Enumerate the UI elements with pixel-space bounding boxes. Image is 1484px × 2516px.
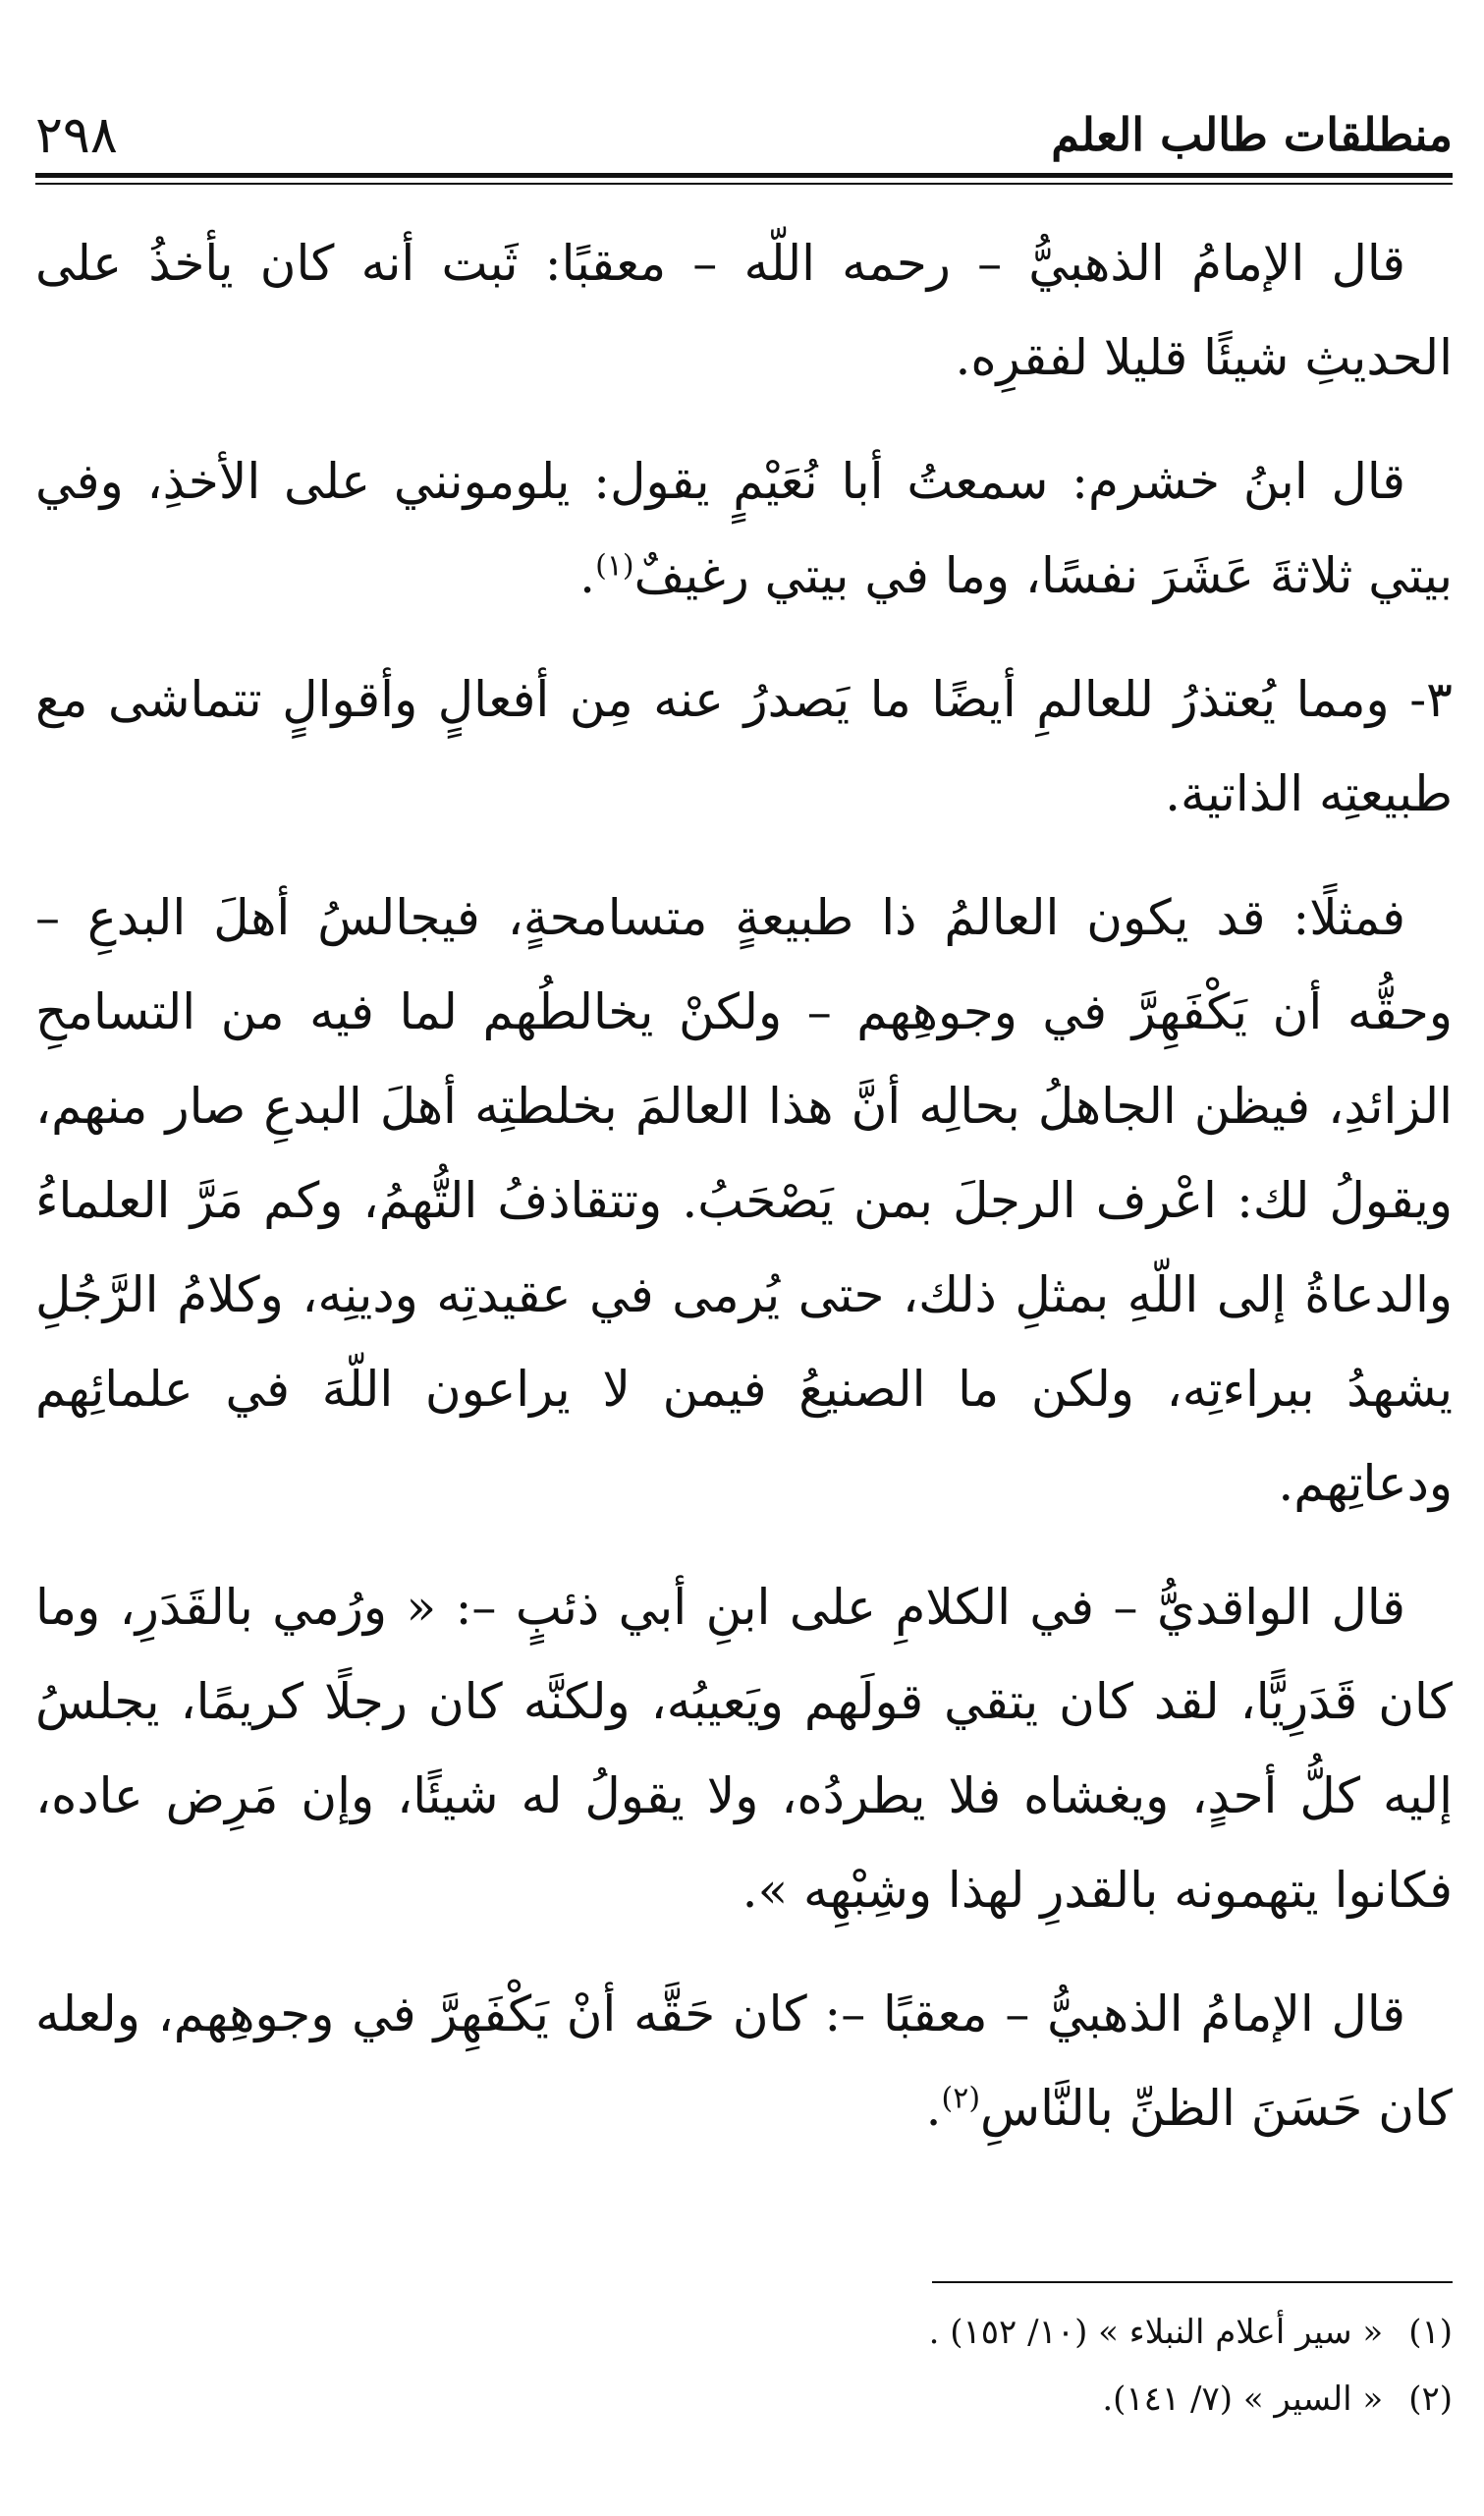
footnote-1 [35,2299,1453,2366]
main-text [35,216,1453,2185]
header-rule-thin [35,183,1453,185]
paragraph-4: فمثلًا: قد يكون العالمُ ذا طبيعةٍ متسامحةٍ، فيجالسُ أهلَ البدعِ – وحقُّه أن يَكْفَهِرَّ في وجوهِهم – ولكنْ يخالطُهم لما فيه من التسامحِ الزائدِ، فيظن الجاهلُ بحالِه أنَّ هذا العالمَ بخلطتِه أهلَ البدعِ صار منهم، ويقولُ لك: اعْرف الرجلَ بمن يَصْحَبُ. وتتقاذفُ التُّهمُ، وكم مَرَّ العلماءُ والدعاةُ إلى اللّهِ بمثلِ ذلك، حتى يُرمى في عقيدتِه ودينِه، وكلامُ الرَّجُلِ يشهدُ ببراءتِه، ولكن ما الصنيعُ فيمن لا يراعون اللّهَ في علمائِهم ودعاتِهم. [35,889,1453,1512]
footnote-text: « سير أعلام النبلاء » (١٠/ ١٥٢) . [928,2313,1384,2352]
paragraph-3: ٣- ومما يُعتذرُ للعالمِ أيضًا ما يَصدرُ عنه مِن أفعالٍ وأقوالٍ تتماشى مع طبيعتِه الذاتية. [35,671,1453,822]
page-number: ٢٩٨ [35,106,118,165]
footnote-text: « السير » (٧/ ١٤١). [1102,2379,1384,2419]
running-title: منطلقات طالب العلم [1051,108,1453,161]
page-header [35,63,1453,171]
footnotes [35,2299,1453,2432]
footnote-marker-2: (٢) [941,2081,981,2116]
paragraph-1: قال الإمامُ الذهبيُّ – رحمه اللّه – معقبًا: ثَبت أنه كان يأخذُ على الحديثِ شيئًا قليلا لفقرِه. [35,235,1453,386]
header-double-rule [35,173,1453,187]
footnote-marker-1: (١) [595,548,634,584]
footnote-number: (٢) [1408,2379,1453,2419]
header-rule-thick [35,173,1453,178]
paragraph-2: قال ابنُ خشرم: سمعتُ أبا نُعَيْمٍ يقول: يلومونني على الأخذِ، وفي بيتي ثلاثةَ عَشَرَ نفسًا، وما في بيتي رغيفٌ$^{(١)}$. [35,453,1453,604]
footnote-2 [35,2366,1453,2432]
footnote-separator [932,2281,1453,2283]
footnote-number: (١) [1408,2313,1453,2352]
paragraph-6: قال الإمامُ الذهبيُّ – معقبًا –: كان حَقَّه أنْ يَكْفَهِرَّ في وجوهِهم، ولعله كان حَسَنَ الظنِّ بالنَّاسِ$^{(٢)}$. [35,1985,1453,2137]
paragraph-5: قال الواقديُّ – في الكلامِ على ابنِ أبي ذئبٍ –: « ورُمي بالقَدَرِ، وما كان قَدَرِيًّا، لقد كان يتقي قولَهم ويَعيبُه، ولكنَّه كان رجلًا كريمًا، يجلسُ إليه كلُّ أحدٍ، ويغشاه فلا يطردُه، ولا يقولُ له شيئًا، وإن مَرِض عاده، فكانوا يتهمونه بالقدرِ لهذا وشِبْهِه ». [35,1579,1453,1919]
